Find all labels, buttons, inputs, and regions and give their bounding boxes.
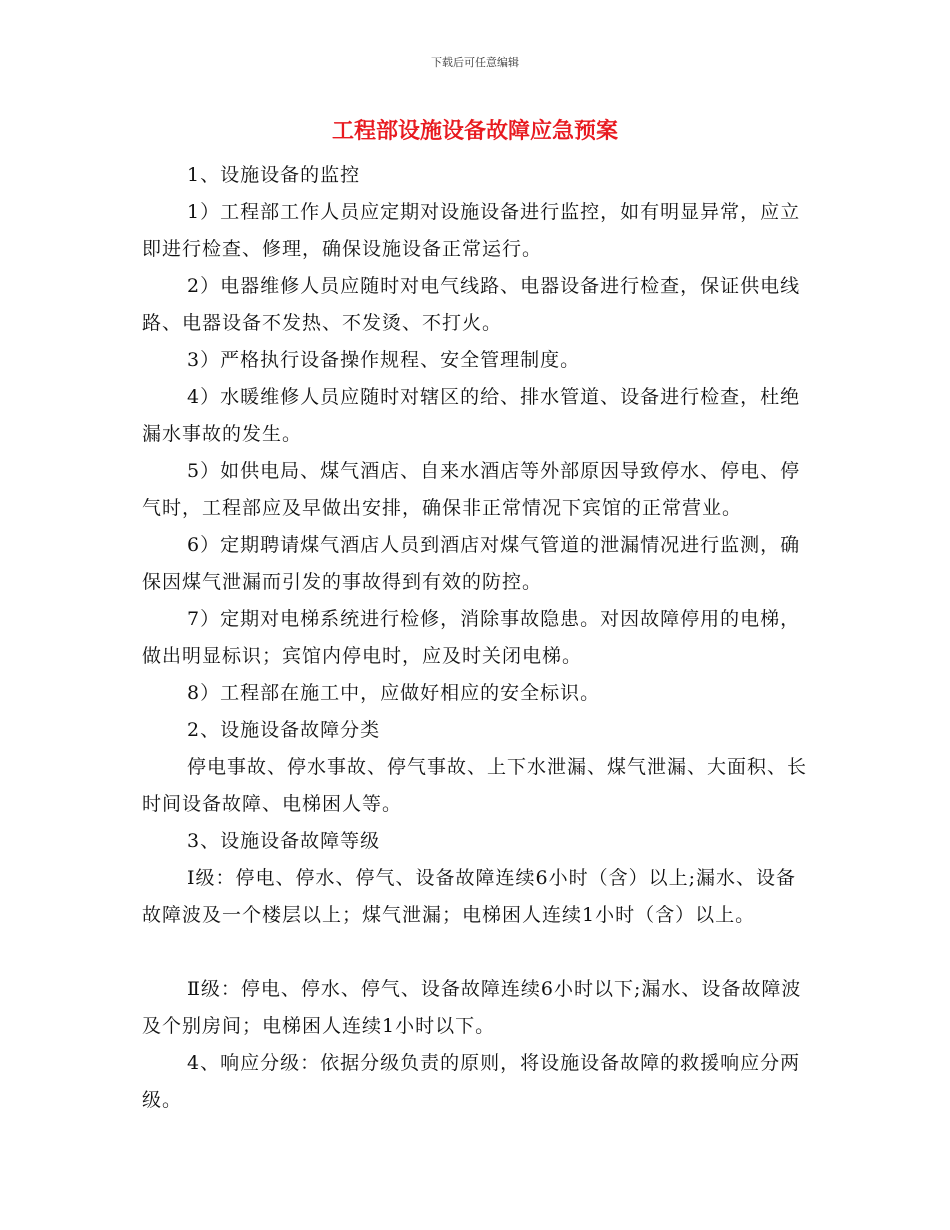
paragraph: Ⅰ级：停电、停水、停气、设备故障连续6小时（含）以上;漏水、设备故障波及一个楼层以上；煤气泄漏；电梯困人连续1小时（含）以上。 — [142, 867, 796, 926]
paragraph: 7）定期对电梯系统进行检修，消除事故隐患。对因故障停用的电梯，做出明显标识；宾馆内停电时，应及时关闭电梯。 — [142, 608, 801, 667]
paragraph: 停电事故、停水事故、停气事故、上下水泄漏、煤气泄漏、大面积、长时间设备故障、电梯困人等。 — [142, 756, 808, 815]
section-heading-3: 3、设施设备故障等级 — [187, 830, 381, 852]
paragraph: 1）工程部工作人员应定期对设施设备进行监控，如有明显异常，应立即进行检查、修理，确保设施设备正常运行。 — [142, 201, 801, 260]
paragraph: 6）定期聘请煤气酒店人员到酒店对煤气管道的泄漏情况进行监测，确保因煤气泄漏而引发的事故得到有效的防控。 — [142, 534, 801, 593]
section-heading-2: 2、设施设备故障分类 — [187, 719, 381, 741]
paragraph: 2）电器维修人员应随时对电气线路、电器设备进行检查，保证供电线路、电器设备不发热、不发烫、不打火。 — [142, 275, 801, 334]
paragraph: 3）严格执行设备操作规程、安全管理制度。 — [187, 349, 581, 371]
paragraph: 4、响应分级：依据分级负责的原则，将设施设备故障的救援响应分两级。 — [142, 1052, 801, 1111]
section-heading-1: 1、设施设备的监控 — [187, 164, 361, 186]
page-header: 下载后可任意编辑 — [431, 56, 519, 69]
paragraph: 8）工程部在施工中，应做好相应的安全标识。 — [187, 682, 601, 704]
paragraph: 5）如供电局、煤气酒店、自来水酒店等外部原因导致停水、停电、停气时，工程部应及早做出安排，确保非正常情况下宾馆的正常营业。 — [142, 460, 801, 519]
paragraph: 4）水暖维修人员应随时对辖区的给、排水管道、设备进行检查，杜绝漏水事故的发生。 — [142, 386, 801, 445]
paragraph: Ⅱ级：停电、停水、停气、设备故障连续6小时以下;漏水、设备故障波及个别房间；电梯困人连续1小时以下。 — [142, 978, 802, 1037]
document-title: 工程部设施设备故障应急预案 — [331, 119, 618, 144]
